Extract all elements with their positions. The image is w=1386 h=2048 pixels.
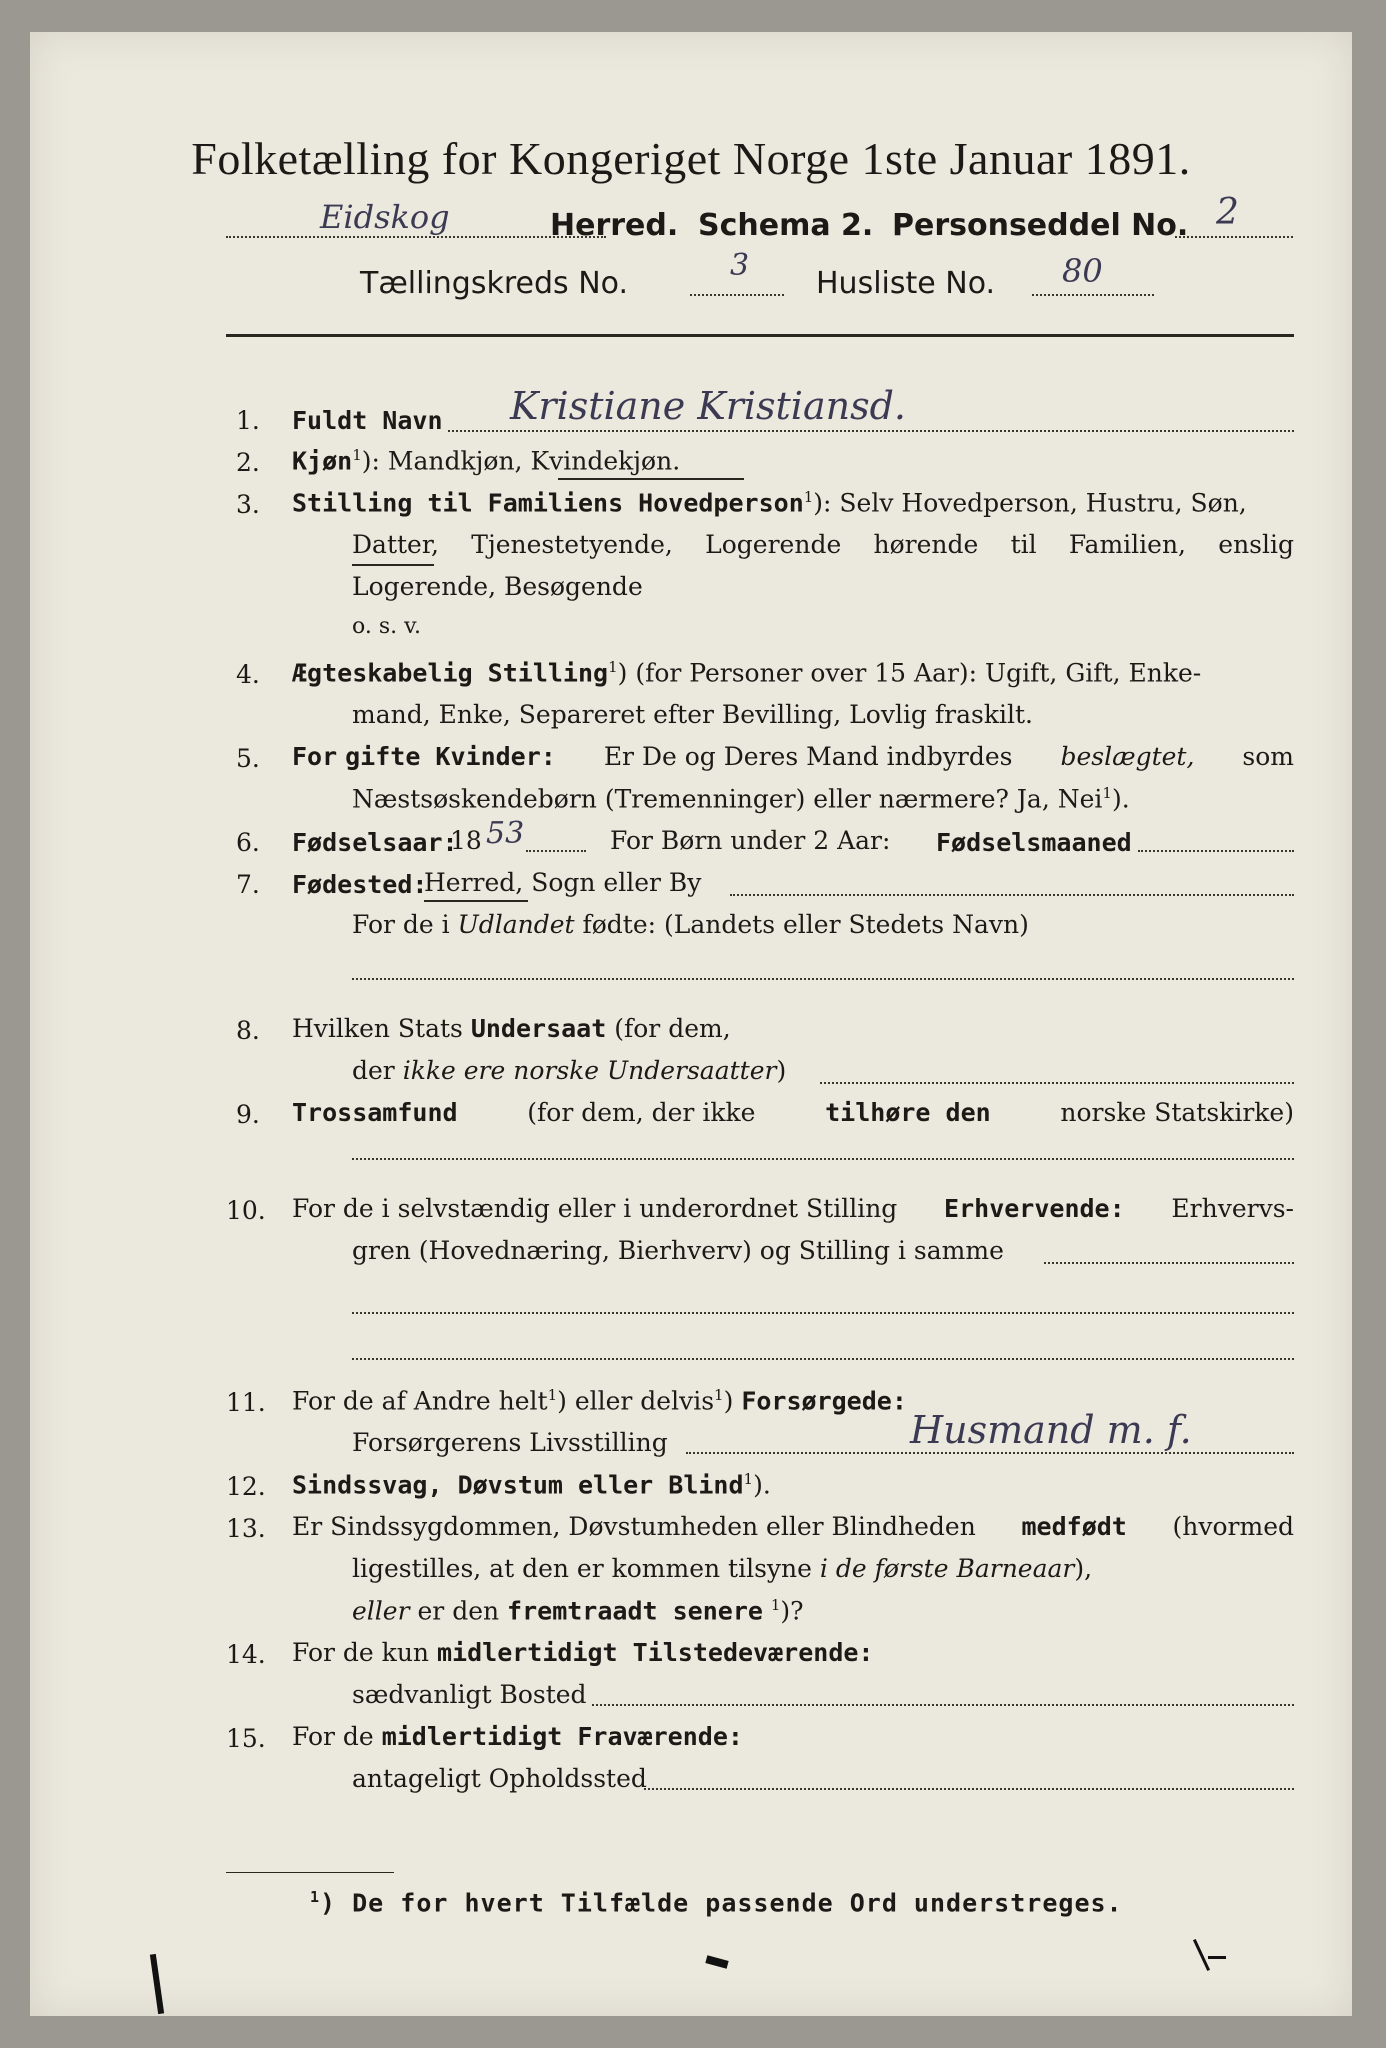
item-15-line1 — [292, 1724, 743, 1749]
item-4-number: 4. — [236, 660, 260, 689]
item-10-line1-b: Erhvervende: — [944, 1194, 1125, 1223]
item-5-line2-sup: 1 — [1102, 784, 1112, 802]
schema-label: Schema 2. — [698, 208, 874, 243]
item-13-line2 — [352, 1556, 1092, 1581]
herred-label: Herred. — [550, 208, 679, 243]
item-8-line1 — [292, 1016, 731, 1041]
item-11-number: 11. — [226, 1388, 266, 1417]
item-10-line1-a: For de i selvstændig eller i underordnet Stilling — [292, 1194, 898, 1223]
item-14-line1 — [292, 1640, 873, 1665]
item-7-line2-a: For de i — [352, 910, 450, 939]
census-form-sheet — [30, 32, 1352, 2016]
item-4-sup: 1 — [608, 658, 618, 676]
item-2-label: Kjøn — [292, 446, 353, 476]
item-5-line1 — [292, 744, 1294, 769]
item-11-line1 — [292, 1386, 907, 1416]
header-rule — [226, 334, 1294, 337]
item-8-line2-b: ) — [776, 1056, 787, 1085]
item-3-line4: o. s. v. — [352, 614, 421, 639]
item-2-underline-kvindekjon — [558, 478, 744, 480]
item-3-number: 3. — [236, 490, 260, 519]
item-12-sup: 1 — [743, 1470, 754, 1488]
item-11-line2: Forsørgerens Livsstilling — [352, 1428, 668, 1457]
item-11-line1-bold: Forsørgede: — [741, 1386, 907, 1416]
item-3-line3: Logerende, Besøgende — [352, 572, 643, 601]
item-2-number: 2. — [236, 448, 260, 477]
item-5-line2-text: Næstsøskendebørn (Tremenninger) eller nærmere? Ja, Nei — [352, 784, 1103, 814]
herred-value: Eidskog — [320, 198, 450, 236]
item-7-rest: Herred, Sogn eller By — [424, 868, 702, 897]
item-11-dotted-line — [686, 1452, 1294, 1454]
item-4-line2: mand, Enke, Separeret efter Bevilling, Lovlig fraskilt. — [352, 700, 1033, 729]
item-13-line3-italic: eller — [352, 1596, 410, 1626]
item-6-prefix: 18 — [450, 826, 482, 855]
item-4-line1 — [292, 658, 1202, 688]
item-10-dotted-line-2 — [352, 1312, 1294, 1314]
item-10-dotted-line-3 — [352, 1358, 1294, 1360]
item-11-line1-a: For de af Andre helt — [292, 1386, 548, 1416]
item-9-rest: (for dem, der ikke — [527, 1098, 756, 1127]
personseddel-label: Personseddel No. — [892, 208, 1189, 243]
personseddel-dotted-line — [1175, 236, 1293, 238]
scan-mark — [705, 1955, 728, 1968]
footnote-rule — [226, 1872, 394, 1873]
item-11-sup2: 1 — [714, 1386, 724, 1404]
item-7-line2-b: fødte: (Landets eller Stedets Navn) — [582, 910, 1029, 939]
item-2-sup: 1 — [352, 446, 362, 464]
item-12-line1 — [292, 1470, 771, 1500]
item-13-line2-italic: i de første Barneaar — [819, 1554, 1075, 1583]
personseddel-value: 2 — [1216, 192, 1239, 233]
scan-mark — [150, 1954, 164, 2014]
item-15-line1-bold: midlertidigt Fraværende: — [381, 1722, 743, 1751]
item-12-number: 12. — [226, 1472, 266, 1501]
item-7-line2-italic: Udlandet — [457, 910, 575, 939]
item-3-line1 — [292, 488, 1247, 518]
item-14-line1-a: For de kun — [292, 1638, 430, 1667]
scan-mark — [1193, 1939, 1210, 1971]
item-13-line3-a: er den — [417, 1596, 500, 1626]
item-10-line1-c: Erhvervs- — [1171, 1194, 1294, 1223]
item-9-dotted-line — [352, 1158, 1294, 1160]
item-7-dotted-line-2 — [352, 978, 1294, 980]
item-8-number: 8. — [236, 1016, 260, 1045]
item-1-dotted-line — [448, 430, 1294, 432]
item-5-line1-italic: beslægtet, — [1060, 742, 1195, 771]
item-3-line1-rest: ): Selv Hovedperson, Hustru, Søn, — [813, 488, 1247, 518]
item-7-label: Fødested: — [292, 870, 428, 899]
item-3-underline-datter — [352, 564, 434, 566]
item-7-number: 7. — [236, 870, 260, 899]
item-5-line1-mid: Er De og Deres Mand indbyrdes — [603, 742, 1013, 771]
item-10-dotted-line — [1044, 1262, 1294, 1264]
item-14-line2: sædvanligt Bosted — [352, 1680, 587, 1709]
item-1-label: Fuldt Navn — [292, 406, 443, 435]
item-6-label2: Fødselsmaaned — [936, 828, 1132, 857]
husliste-value: 80 — [1062, 252, 1103, 290]
item-13-sup: 1 — [770, 1596, 781, 1614]
item-13-line2-b: ), — [1074, 1554, 1093, 1583]
herred-dotted-line — [226, 236, 606, 238]
item-5-line1-end: som — [1242, 742, 1294, 771]
item-3-line2: Datter, Tjenestetyende, Logerende hørende til Familien, enslig — [352, 530, 1294, 559]
item-14-dotted-line — [592, 1704, 1294, 1706]
item-7-underline-herred — [424, 900, 528, 902]
item-9-label: Trossamfund — [292, 1098, 458, 1127]
footnote-text: ) De for hvert Tilfælde passende Ord understreges. — [320, 1888, 1123, 1918]
item-6-number: 6. — [236, 828, 260, 857]
item-9-end: norske Statskirke) — [1060, 1098, 1294, 1127]
item-5-line2 — [352, 784, 1130, 814]
item-15-line1-a: For de — [292, 1722, 374, 1751]
item-9-number: 9. — [236, 1100, 260, 1129]
item-2-rest: ): Mandkjøn, Kvindekjøn. — [361, 446, 681, 476]
item-15-number: 15. — [226, 1724, 266, 1753]
item-11-value: Husmand m. f. — [910, 1408, 1192, 1452]
form-title: Folketælling for Kongeriget Norge 1ste Januar 1891. — [191, 133, 1191, 184]
item-14-number: 14. — [226, 1640, 266, 1669]
item-8-line1-a: Hvilken Stats — [292, 1014, 463, 1043]
item-13-line1 — [292, 1514, 1294, 1539]
item-5-label-a: For — [292, 742, 338, 771]
item-11-line1-b: ) eller delvis — [557, 1386, 715, 1416]
item-8-line1-b: Undersaat — [470, 1014, 607, 1043]
item-13-number: 13. — [226, 1514, 266, 1543]
item-8-line2-italic: ikke ere norske Undersaatter — [402, 1056, 777, 1085]
item-2-text — [292, 446, 681, 476]
item-8-line1-c: (for dem, — [614, 1014, 731, 1043]
kreds-dotted-line — [690, 294, 784, 296]
item-12-label: Sindssvag, Døvstum eller Blind — [292, 1470, 744, 1500]
item-6-label: Fødselsaar: — [292, 828, 458, 857]
footnote-sup: 1 — [310, 1888, 321, 1906]
item-13-line1-c: (hvormed — [1172, 1512, 1294, 1541]
item-7-line2 — [352, 912, 1029, 937]
item-4-line1-rest: ) (for Personer over 15 Aar): Ugift, Gift, Enke- — [617, 658, 1202, 688]
husliste-label: Husliste No. — [816, 266, 996, 301]
footnote — [310, 1888, 1123, 1917]
item-10-number: 10. — [226, 1196, 266, 1225]
item-14-line1-bold: midlertidigt Tilstedeværende: — [436, 1638, 874, 1667]
item-3-sup: 1 — [803, 488, 814, 506]
item-5-line2-end: ). — [1111, 784, 1130, 814]
item-11-sup: 1 — [547, 1386, 558, 1404]
item-13-line3-bold: fremtraadt senere — [507, 1596, 763, 1626]
item-9-bold2: tilhøre den — [825, 1098, 991, 1127]
item-13-line2-a: ligestilles, at den er kommen tilsyne — [352, 1554, 812, 1583]
item-11-line1-c: ) — [723, 1386, 734, 1416]
item-9-line1 — [292, 1100, 1294, 1125]
item-12-end: ). — [753, 1470, 771, 1500]
item-5-number: 5. — [236, 744, 260, 773]
item-4-label: Ægteskabelig Stilling — [292, 658, 609, 688]
item-6-value: 53 — [486, 816, 525, 851]
item-8-dotted-line — [820, 1082, 1294, 1084]
item-13-line3 — [352, 1596, 804, 1626]
item-10-line1 — [292, 1196, 1294, 1221]
item-5-label-b: gifte Kvinder: — [345, 742, 556, 771]
item-15-line2: antageligt Opholdssted — [352, 1764, 647, 1793]
item-8-line2-a: der — [352, 1056, 395, 1085]
item-10-line2: gren (Hovednæring, Bierhverv) og Stilling i samme — [352, 1236, 1004, 1265]
item-1-value: Kristiane Kristiansd. — [510, 384, 906, 428]
item-8-line2 — [352, 1058, 786, 1083]
husliste-dotted-line — [1032, 294, 1154, 296]
item-3-label: Stilling til Familiens Hovedperson — [292, 488, 804, 518]
kreds-label: Tællingskreds No. — [360, 266, 628, 301]
item-13-line1-bold: medfødt — [1021, 1512, 1127, 1541]
item-13-line3-end: )? — [780, 1596, 804, 1626]
item-6-mid: For Børn under 2 Aar: — [610, 826, 891, 855]
item-6-month-dotted-line — [1138, 850, 1294, 852]
scan-mark — [1208, 1956, 1226, 1959]
item-15-dotted-line — [644, 1788, 1294, 1790]
item-7-dotted-line — [730, 894, 1294, 896]
item-1-number: 1. — [236, 406, 260, 435]
item-6-year-dotted-line — [526, 850, 586, 852]
item-13-line1-a: Er Sindssygdommen, Døvstumheden eller Blindheden — [292, 1512, 976, 1541]
kreds-value: 3 — [730, 248, 750, 283]
